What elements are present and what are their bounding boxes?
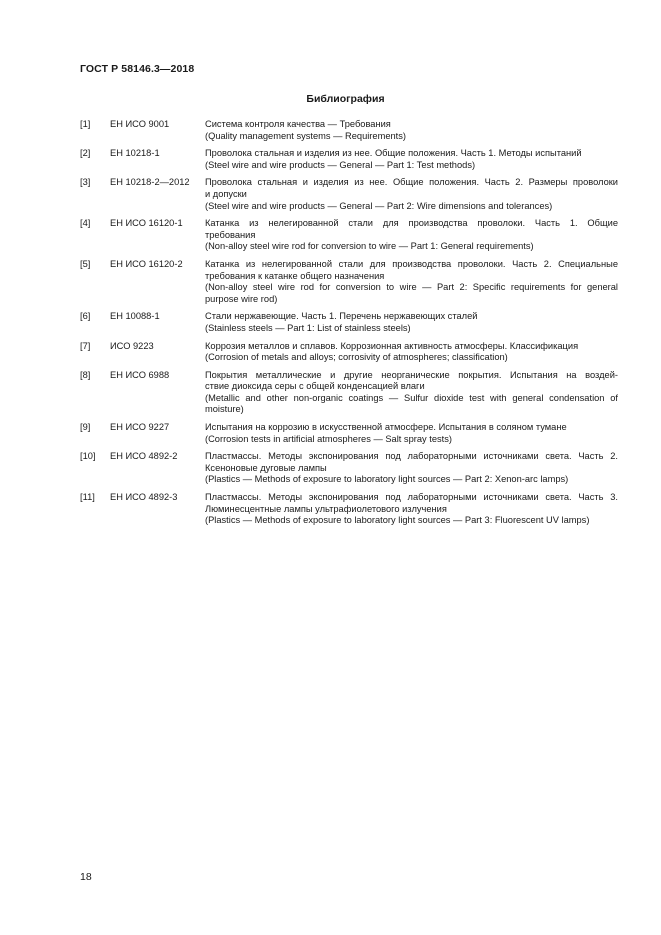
bibliography-entry xyxy=(80,422,618,445)
reference-line: (Metallic and other non-organic coatings — Sulfur dioxide test with general condensation of xyxy=(205,392,618,403)
bibliography-entry xyxy=(80,148,618,171)
reference-title xyxy=(205,119,618,142)
document-code: ГОСТ Р 58146.3—2018 xyxy=(80,63,195,75)
reference-line: Проволока стальная и изделия из нее. Общие положения. Часть 2. Размеры проволоки xyxy=(205,177,618,188)
bibliography-entry xyxy=(80,451,618,486)
reference-title xyxy=(205,218,618,253)
bibliography-title: Библиография xyxy=(306,93,385,105)
standard-code: ЕН 10088-1 xyxy=(110,311,160,322)
reference-line: (Corrosion of metals and alloys; corrosivity of atmospheres; classification) xyxy=(205,352,508,363)
reference-line: Покрытия металлические и другие неорганические покрытия. Испытания на воздей- xyxy=(205,369,618,380)
reference-line: (Stainless steels — Part 1: List of stainless steels) xyxy=(205,322,411,333)
reference-line: Пластмассы. Методы экспонирования под лабораторными источниками света. Часть 2. xyxy=(205,451,618,462)
standard-code: ЕН ИСО 9227 xyxy=(110,422,170,433)
reference-number: [5] xyxy=(80,258,91,269)
reference-line: Катанка из нелегированной стали для производства проволоки. Часть 1. Общие xyxy=(205,218,618,229)
reference-title xyxy=(205,492,618,527)
reference-line: Катанка из нелегированной стали для производства проволоки. Часть 2. Специальные xyxy=(205,258,618,269)
reference-title xyxy=(205,422,618,445)
reference-line: Люминесцентные лампы ультрафиолетового излучения xyxy=(205,503,447,514)
bibliography-entry xyxy=(80,177,618,212)
bibliography-entry xyxy=(80,119,618,142)
reference-line: moisture) xyxy=(205,404,244,415)
reference-line: Стали нержавеющие. Часть 1. Перечень нержавеющих сталей xyxy=(205,311,478,322)
reference-title xyxy=(205,341,618,364)
reference-line: (Non-alloy steel wire rod for conversion to wire — Part 2: Specific requirements for general xyxy=(205,282,618,293)
bibliography-entry xyxy=(80,259,618,305)
reference-line: Проволока стальная и изделия из нее. Общие положения. Часть 1. Методы испытаний xyxy=(205,148,582,159)
bibliography-entry xyxy=(80,311,618,334)
reference-number: [2] xyxy=(80,148,91,159)
reference-line: (Steel wire and wire products — General — Part 2: Wire dimensions and tolerances) xyxy=(205,200,553,211)
reference-line: (Plastics — Methods of exposure to laboratory light sources — Part 2: Xenon-arc lamps) xyxy=(205,474,569,485)
standard-code: ИСО 9223 xyxy=(110,340,154,351)
reference-title xyxy=(205,259,618,305)
reference-number: [8] xyxy=(80,369,91,380)
reference-title xyxy=(205,370,618,416)
reference-line: требования xyxy=(205,229,256,240)
standard-code: ЕН ИСО 16120-2 xyxy=(110,258,183,269)
reference-number: [9] xyxy=(80,422,91,433)
reference-line: (Non-alloy steel wire rod for conversion to wire — Part 1: General requirements) xyxy=(205,241,534,252)
bibliography-entry xyxy=(80,218,618,253)
bibliography-entry xyxy=(80,492,618,527)
reference-line: (Plastics — Methods of exposure to laboratory light sources — Part 3: Fluorescent UV lamps) xyxy=(205,515,590,526)
standard-code: ЕН ИСО 9001 xyxy=(110,119,170,129)
standard-code: ЕН ИСО 6988 xyxy=(110,369,170,380)
reference-line: Испытания на коррозию в искусственной атмосфере. Испытания в соляном тумане xyxy=(205,422,567,433)
reference-line: Коррозия металлов и сплавов. Коррозионная активность атмосферы. Классификация xyxy=(205,340,579,351)
reference-line: purpose wire rod) xyxy=(205,293,278,304)
reference-title xyxy=(205,311,618,334)
reference-line: Пластмассы. Методы экспонирования под лабораторными источниками света. Часть 3. xyxy=(205,492,618,503)
standard-code: ЕН ИСО 16120-1 xyxy=(110,218,183,229)
reference-line: и допуски xyxy=(205,188,247,199)
reference-number: [4] xyxy=(80,218,91,229)
page-number: 18 xyxy=(80,871,92,883)
reference-title xyxy=(205,177,618,212)
reference-number: [7] xyxy=(80,340,91,351)
reference-number: [11] xyxy=(80,492,95,503)
reference-number: [10] xyxy=(80,451,96,462)
reference-line: Ксеноновые дуговые лампы xyxy=(205,462,327,473)
bibliography-entry xyxy=(80,370,618,416)
standard-code: ЕН 10218-1 xyxy=(110,148,160,159)
bibliography-entry xyxy=(80,341,618,364)
standard-code: ЕН 10218-2—2012 xyxy=(110,177,190,188)
reference-line: ствие диоксида серы с общей конденсацией влаги xyxy=(205,381,425,392)
reference-line: (Quality management systems — Requirements) xyxy=(205,130,406,141)
reference-title xyxy=(205,451,618,486)
standard-code: ЕН ИСО 4892-2 xyxy=(110,451,178,462)
reference-line: требования к катанке общего назначения xyxy=(205,270,385,281)
reference-number: [1] xyxy=(80,119,91,129)
reference-number: [3] xyxy=(80,177,91,188)
reference-line: (Steel wire and wire products — General — Part 1: Test methods) xyxy=(205,159,476,170)
reference-number: [6] xyxy=(80,311,91,322)
standard-code: ЕН ИСО 4892-3 xyxy=(110,492,178,503)
bibliography-list xyxy=(80,119,618,533)
reference-line: Система контроля качества — Требования xyxy=(205,119,391,129)
reference-line: (Corrosion tests in artificial atmospheres — Salt spray tests) xyxy=(205,433,452,444)
reference-title xyxy=(205,148,618,171)
